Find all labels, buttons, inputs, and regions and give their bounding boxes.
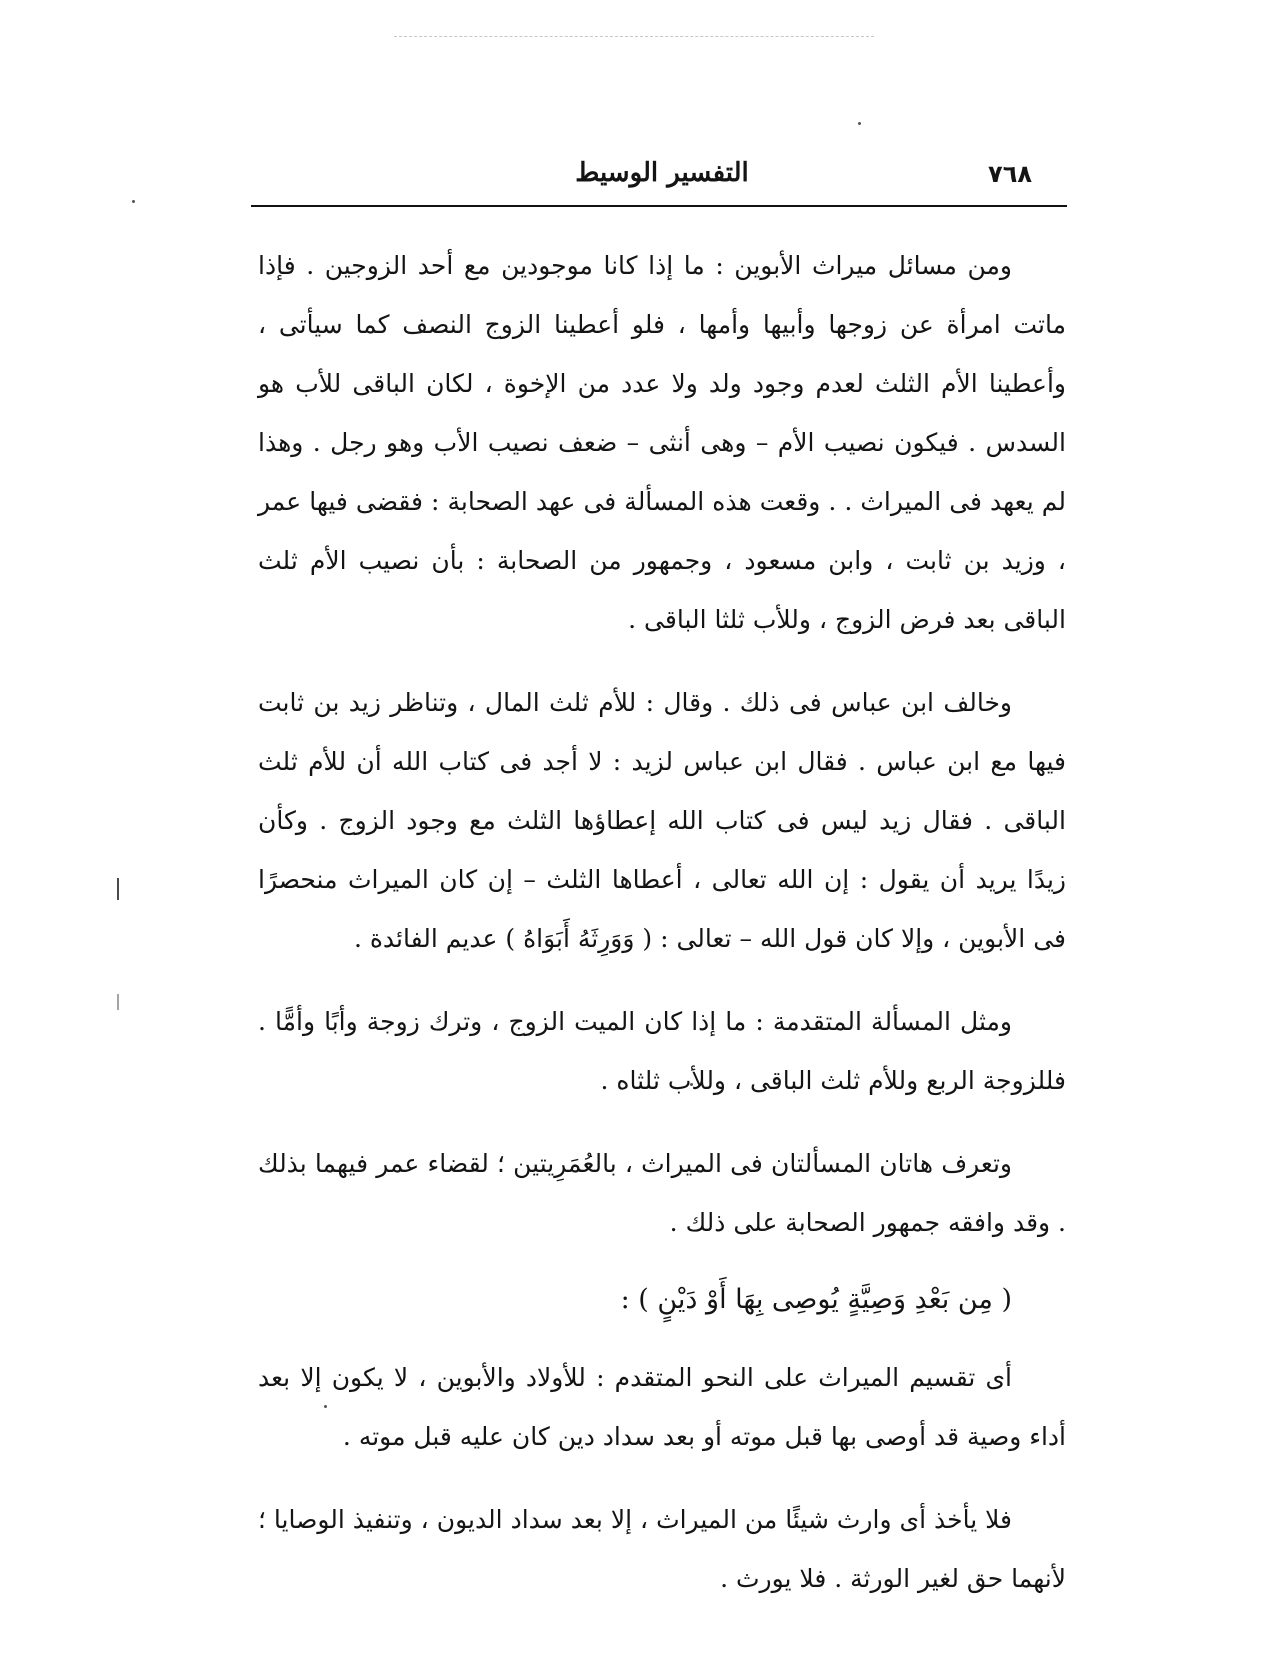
running-title: التفسير الوسيط xyxy=(575,158,749,188)
scan-margin-mark xyxy=(117,994,119,1010)
paragraph-ibn-abbas-dissent: وخالف ابن عباس فى ذلك . وقال : للأم ثلث المال ، وتناظر زيد بن ثابت فيها مع ابن عباس . فقال ابن عباس لزيد : لا أجد فى كتاب الله أن للأم ثلث الباقى . فقال زيد ليس فى كتاب الله إعطاؤها الثلث مع وجود الزوج . وكأن زيدًا يريد أن يقول : إن الله تعالى ، أعطاها الثلث – إن كان الميراث منحصرًا فى الأبوين ، وإلا كان قول الله – تعالى : ( وَوَرِثَهُ أَبَوَاهُ ) عديم الفائدة . xyxy=(258,688,1066,953)
paragraph-parents-with-spouse: ومن مسائل ميراث الأبوين : ما إذا كانا موجودين مع أحد الزوجين . فإذا ماتت امرأة عن زوجها وأبيها وأمها ، فلو أعطينا الزوج النصف كما سيأتى ، وأعطينا الأم الثلث لعدم وجود ولد ولا عدد من الإخوة ، لكان الباقى للأب هو السدس . فيكون نصيب الأم – وهى أنثى – ضعف نصيب الأب وهو رجل . وهذا لم يعهد فى الميراث . . وقعت هذه المسألة فى عهد الصحابة : فقضى فيها عمر ، وزيد بن ثابت ، وابن مسعود ، وجمهور من الصحابة : بأن نصيب الأم ثلث الباقى بعد فرض الزوج ، وللأب ثلثا الباقى . xyxy=(258,251,1066,634)
header-rule xyxy=(251,205,1067,207)
paragraph-verse-explanation: أى تقسيم الميراث على النحو المتقدم : للأولاد والأبوين ، لا يكون إلا بعد أداء وصية قد أوصى بها قبل موته أو بعد سداد دين كان عليه قبل موته . xyxy=(258,1363,1066,1451)
scan-artifact-top-dashes xyxy=(394,36,874,37)
scan-margin-mark xyxy=(117,878,119,900)
paragraph-umariyyatayn: وتعرف هاتان المسألتان فى الميراث ، بالعُمَرِيتين ؛ لقضاء عمر فيهما بذلك . وقد وافقه جمهور الصحابة على ذلك . xyxy=(258,1149,1066,1237)
scan-speck xyxy=(858,122,861,125)
verse-heading: ( مِن بَعْدِ وَصِيَّةٍ يُوصِى بِهَا أَوْ دَيْنٍ ) : xyxy=(620,1284,1012,1315)
page-body xyxy=(258,236,1066,1608)
paragraph-debts-and-wills: فلا يأخذ أى وارث شيئًا من الميراث ، إلا بعد سداد الديون ، وتنفيذ الوصايا ؛ لأنهما حق لغير الورثة . فلا يورث . xyxy=(258,1505,1066,1593)
paragraph-similar-case: ومثل المسألة المتقدمة : ما إذا كان الميت الزوج ، وترك زوجة وأبًا وأمًّا . فللزوجة الربع وللأم ثلث الباقى ، وللأب ثلثاه . xyxy=(258,1007,1066,1095)
page-header xyxy=(258,160,1066,196)
scan-speck xyxy=(132,200,135,203)
page-number: ٧٦٨ xyxy=(988,160,1032,188)
